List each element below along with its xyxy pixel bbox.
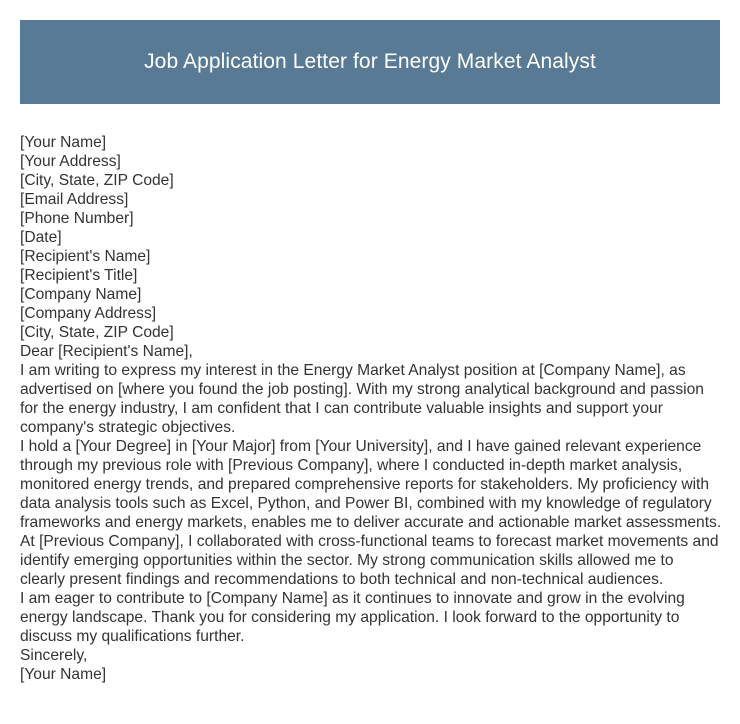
letter-header (20, 20, 720, 104)
sender-name: [Your Name] (20, 134, 107, 151)
body-paragraph-education: I hold a [Your Degree] in [Your Major] from [Your University], and I have gained relevant experience through my previous role with [Previous Company], where I conducted in-depth market analysis, monitored energy trends, and prepared comprehensive reports for stakeholders. My proficiency with data analysis tools such as Excel, Python, and Power BI, combined with my knowledge of regulatory frameworks and energy markets, enables me to deliver accurate and actionable market assessments. (20, 438, 722, 531)
signature: [Your Name] (20, 666, 107, 683)
closing: Sincerely, (20, 647, 88, 664)
body-paragraph-experience: At [Previous Company], I collaborated with cross-functional teams to forecast market movements and identify emerging opportunities within the sector. My strong communication skills allowed me to clearly present findings and recommendations to both technical and non-technical audiences. (20, 533, 719, 588)
sender-city-state-zip: [City, State, ZIP Code] (20, 172, 174, 189)
recipient-company: [Company Name] (20, 286, 142, 303)
recipient-address: [Company Address] (20, 305, 157, 322)
letter-body (20, 133, 722, 684)
recipient-name: [Recipient's Name] (20, 248, 151, 265)
recipient-city-state-zip: [City, State, ZIP Code] (20, 324, 174, 341)
salutation: Dear [Recipient's Name], (20, 343, 193, 360)
sender-email: [Email Address] (20, 191, 129, 208)
body-paragraph-intro: I am writing to express my interest in the Energy Market Analyst position at [Company Name], as advertised on [where you found the job posting]. With my strong analytical background and passion for the energy industry, I am confident that I can contribute valuable insights and support your company's strategic objectives. (20, 362, 704, 436)
letter-date: [Date] (20, 229, 62, 246)
letter-title: Job Application Letter for Energy Market Analyst (144, 50, 596, 73)
body-paragraph-closing: I am eager to contribute to [Company Name] as it continues to innovate and grow in the evolving energy landscape. Thank you for considering my application. I look forward to the opportunity to discuss my qualifications further. (20, 590, 685, 645)
sender-phone: [Phone Number] (20, 210, 134, 227)
recipient-title: [Recipient's Title] (20, 267, 138, 284)
sender-address: [Your Address] (20, 153, 121, 170)
